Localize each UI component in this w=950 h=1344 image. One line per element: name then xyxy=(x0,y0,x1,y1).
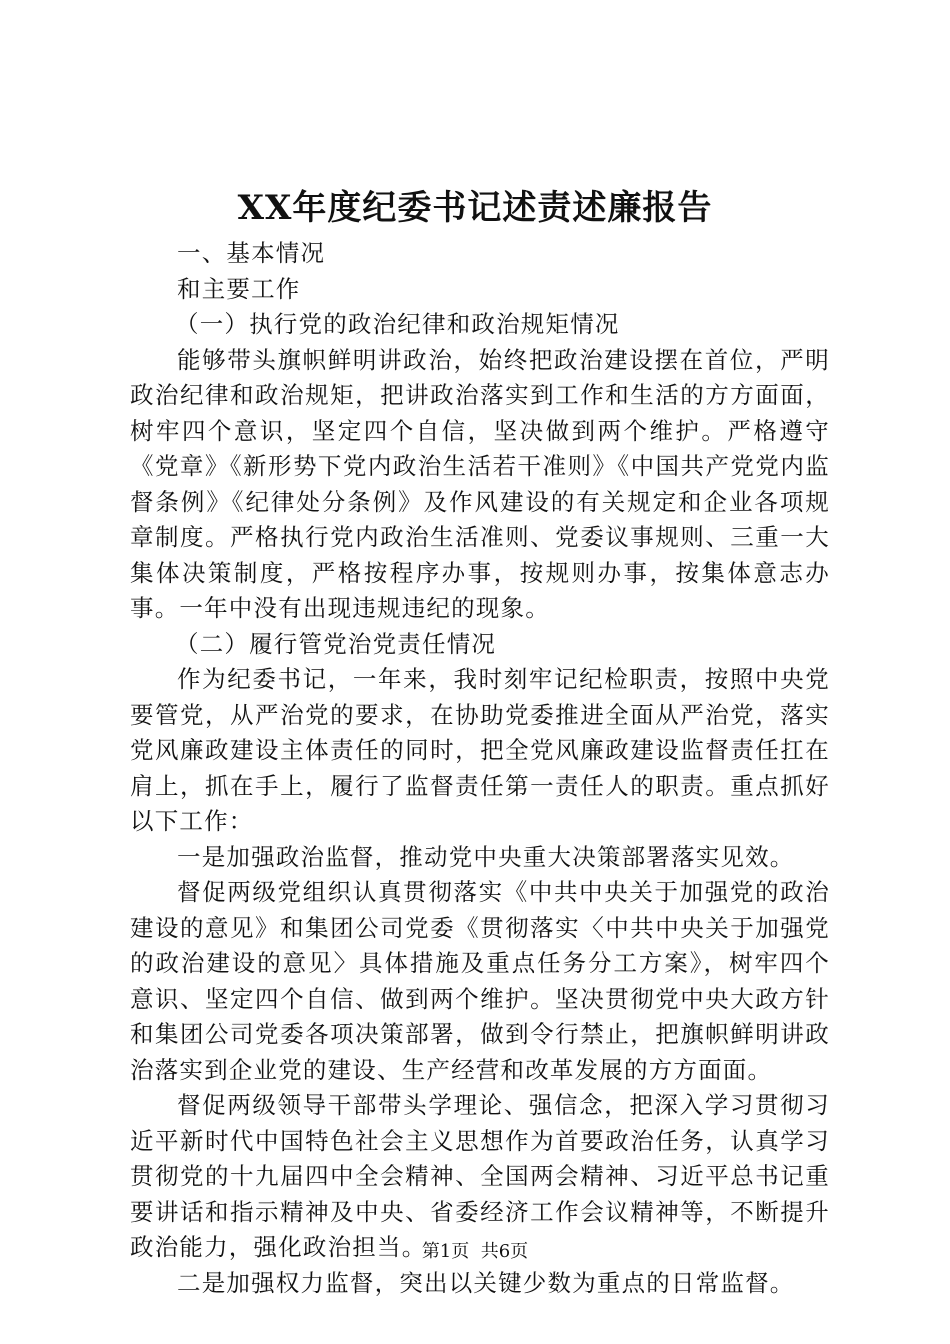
paragraph: 作为纪委书记，一年来，我时刻牢记纪检职责，按照中央党要管党，从严治党的要求，在协助党委推进全面从严治党，落实党风廉政建设主体责任的同时，把全党风廉政建设监督责任扛在肩上，抓在手上，履行了监督责任第一责任人的职责。重点抓好以下工作： xyxy=(130,665,830,835)
document-body xyxy=(130,236,830,1301)
page-number-footer: 第1页 共6页 xyxy=(421,1241,529,1262)
paragraph: 二是加强权力监督，突出以关键少数为重点的日常监督。 xyxy=(177,1268,795,1297)
subsection-heading: （一）执行党的政治纪律和政治规矩情况 xyxy=(175,310,620,338)
section-heading-continued: 和主要工作 xyxy=(177,274,301,303)
subsection-heading: （二）履行管党治党责任情况 xyxy=(175,629,497,658)
paragraph: 能够带头旗帜鲜明讲政治，始终把政治建设摆在首位，严明政治纪律和政治规矩，把讲政治落实到工作和生活的方方面面，树牢四个意识，坚定四个自信，坚决做到两个维护。严格遵守《党章》《新形势下党内政治生活若干准则》《中国共产党党内监督条例》《纪律处分条例》及作风建设的有关规定和企业各项规章制度。严格执行党内政治生活准则、党委议事规则、三重一大集体决策制度，严格按程序办事，按规则办事，按集体意志办事。一年中没有出现违规违纪的现象。 xyxy=(130,345,830,622)
document-title: XX年度纪委书记述责述廉报告 xyxy=(237,188,713,228)
paragraph: 督促两级领导干部带头学理论、强信念，把深入学习贯彻习近平新时代中国特色社会主义思想作为首要政治任务，认真学习贯彻党的十九届四中全会精神、全国两会精神、习近平总书记重要讲话和指示精神及中央、省委经济工作会议精神等，不断提升政治能力，强化政治担当。 xyxy=(130,1091,830,1261)
paragraph: 一是加强政治监督，推动党中央重大决策部署落实见效。 xyxy=(177,842,795,871)
section-heading: 一、基本情况 xyxy=(177,239,326,267)
paragraph: 督促两级党组织认真贯彻落实《中共中央关于加强党的政治建设的意见》和集团公司党委《贯彻落实〈中共中央关于加强党的政治建设的意见〉具体措施及重点任务分工方案》，树牢四个意识、坚定四个自信、做到两个维护。坚决贯彻党中央大政方针和集团公司党委各项决策部署，做到令行禁止，把旗帜鲜明讲政治落实到企业党的建设、生产经营和改革发展的方方面面。 xyxy=(130,878,830,1084)
